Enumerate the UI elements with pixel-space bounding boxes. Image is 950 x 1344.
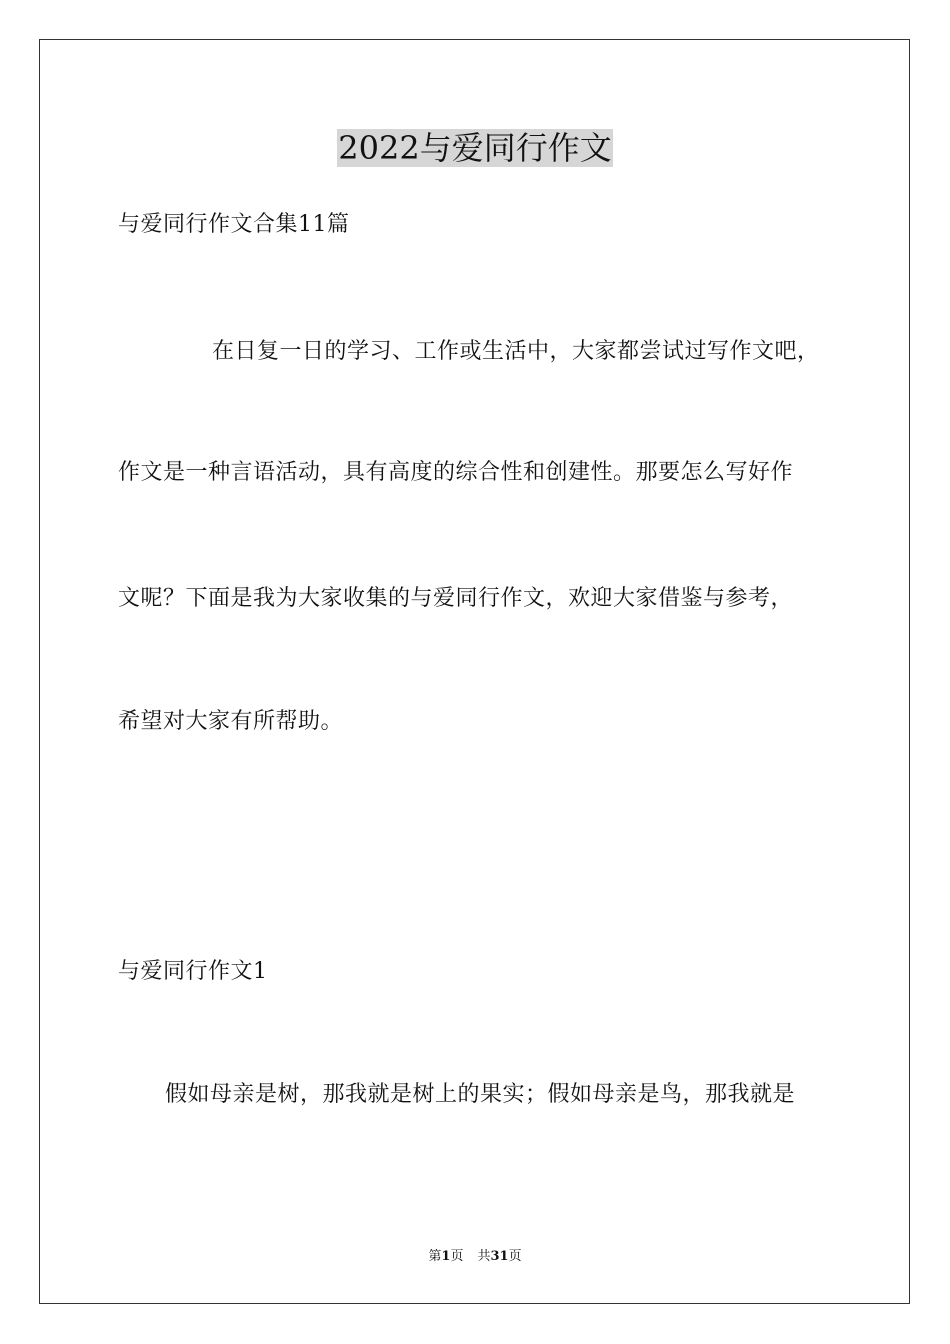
footer-page-suffix: 页 (450, 1249, 464, 1264)
intro-line-1: 在日复一日的学习、工作或生活中，大家都尝试过写作文吧， (212, 339, 820, 364)
footer-page-total: 31 (490, 1249, 509, 1264)
footer-total-suffix: 页 (508, 1249, 522, 1264)
document-subtitle: 与爱同行作文合集11篇 (118, 212, 350, 237)
section-heading-1: 与爱同行作文1 (118, 959, 268, 984)
footer-total-prefix: 共 (477, 1249, 491, 1264)
page-footer (0, 1248, 950, 1266)
intro-line-2: 作文是一种言语活动，具有高度的综合性和创建性。那要怎么写好作 (118, 460, 794, 485)
footer-page-prefix: 第 (428, 1249, 442, 1264)
section1-line-1: 假如母亲是树，那我就是树上的果实；假如母亲是鸟，那我就是 (165, 1082, 796, 1107)
intro-line-3: 文呢？下面是我为大家收集的与爱同行作文，欢迎大家借鉴与参考， (118, 586, 794, 611)
intro-line-4: 希望对大家有所帮助。 (118, 709, 344, 734)
document-title (0, 128, 950, 168)
footer-page-current: 1 (441, 1249, 451, 1264)
document-title-text: 2022与爱同行作文 (338, 129, 612, 167)
